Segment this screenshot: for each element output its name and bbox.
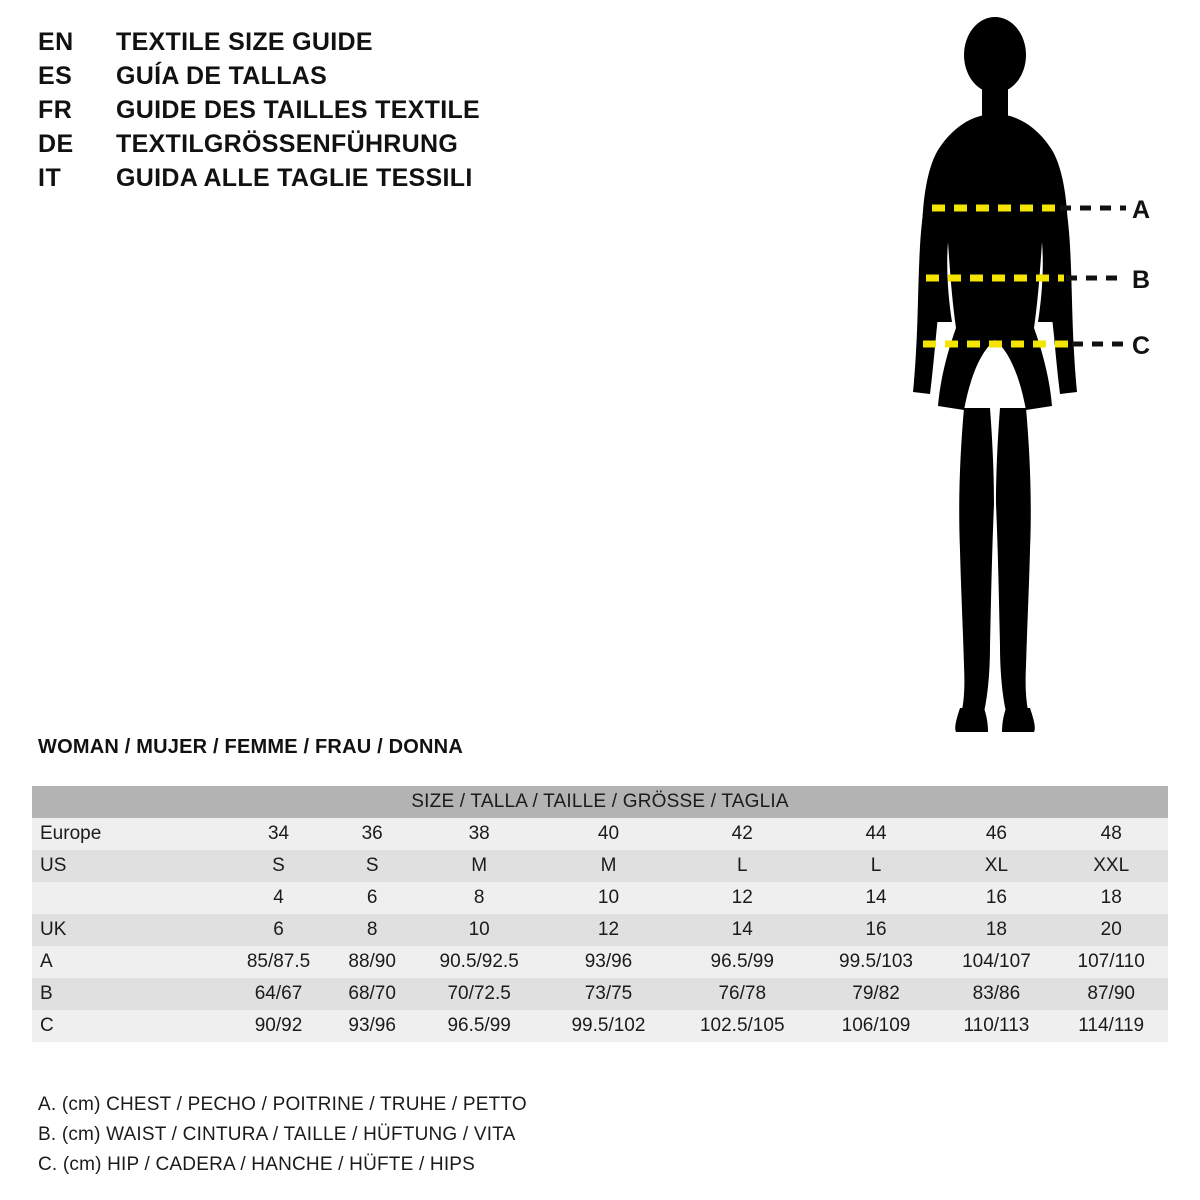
title-row (38, 62, 658, 96)
table-cell: 64/67 (254, 983, 303, 1004)
table-cell: 90.5/92.5 (439, 951, 519, 972)
table-cell: 6 (366, 887, 378, 908)
row-label: US (40, 855, 67, 876)
table-cell: 79/82 (852, 983, 900, 1004)
marker-label-b: B (1132, 266, 1151, 294)
legend-item-waist: B. (cm) WAIST / CINTURA / TAILLE / HÜFTUNG / VITA (38, 1124, 516, 1145)
language-code: ES (38, 62, 73, 90)
row-label (32, 882, 225, 914)
title-row (38, 130, 658, 164)
table-cell: 88/90 (348, 951, 396, 972)
table-cell: 4 (273, 887, 284, 908)
table-cell: M (600, 855, 617, 876)
table-cell: 14 (731, 919, 753, 940)
table-cell: 10 (468, 919, 490, 940)
row-label: C (40, 1015, 54, 1036)
table-cell: L (870, 855, 882, 876)
table-cell: 87/90 (1087, 983, 1135, 1004)
table-cell: 76/78 (718, 983, 767, 1004)
table-cell: 73/75 (584, 983, 633, 1004)
table-cell: 12 (731, 887, 753, 908)
table-row (32, 914, 1168, 946)
table-cell: 44 (865, 823, 887, 844)
table-cell: M (471, 855, 488, 876)
table-row (32, 1010, 1168, 1042)
marker-label-a: A (1132, 196, 1151, 224)
table-header-row (32, 786, 1168, 818)
table-cell: 99.5/102 (571, 1015, 646, 1036)
language-code: DE (38, 130, 74, 158)
section-heading: WOMAN / MUJER / FEMME / FRAU / DONNA (38, 736, 463, 758)
table-cell: 85/87.5 (246, 951, 311, 972)
table-cell: 110/113 (963, 1015, 1030, 1036)
table-row (32, 978, 1168, 1010)
table-cell: 93/96 (584, 951, 633, 972)
table-cell: S (365, 855, 379, 876)
table-cell: 93/96 (348, 1015, 396, 1036)
language-title-block (38, 28, 658, 198)
table-cell: 104/107 (962, 951, 1031, 972)
language-code: EN (38, 28, 74, 56)
language-title: GUÍA DE TALLAS (116, 62, 328, 90)
table-cell: 68/70 (348, 983, 396, 1004)
table-cell: 48 (1100, 823, 1122, 844)
language-title: TEXTILE SIZE GUIDE (116, 28, 373, 56)
row-label: A (40, 951, 53, 972)
row-label: Europe (40, 823, 102, 844)
female-body-figure (860, 10, 1190, 750)
table-cell: 14 (865, 887, 887, 908)
size-table (32, 786, 1168, 1042)
table-cell: 16 (865, 919, 887, 940)
title-row (38, 164, 658, 198)
table-cell: L (736, 855, 748, 876)
table-cell: 46 (985, 823, 1007, 844)
table-cell: 20 (1100, 919, 1122, 940)
body-silhouette-icon (860, 10, 1190, 750)
table-cell: 38 (468, 823, 490, 844)
table-cell: 90/92 (254, 1015, 303, 1036)
table-cell: 96.5/99 (447, 1015, 511, 1036)
table-cell: 83/86 (972, 983, 1021, 1004)
row-label: B (40, 983, 53, 1004)
legend-item-hip: C. (cm) HIP / CADERA / HANCHE / HÜFTE / HIPS (38, 1154, 476, 1175)
table-cell: XL (984, 855, 1009, 876)
table-cell: 99.5/103 (839, 951, 913, 972)
table-cell: 12 (597, 919, 620, 940)
table-cell: 16 (985, 887, 1007, 908)
table-cell: 18 (1100, 887, 1122, 908)
language-title: TEXTILGRÖSSENFÜHRUNG (116, 130, 459, 158)
table-header-label: SIZE / TALLA / TAILLE / GRÖSSE / TAGLIA (411, 791, 789, 812)
measurement-legend (38, 1090, 938, 1180)
table-cell: 114/119 (1078, 1015, 1145, 1036)
title-row (38, 28, 658, 62)
table-cell: XXL (1093, 855, 1130, 876)
table-cell: 10 (597, 887, 620, 908)
language-code: IT (38, 164, 62, 192)
table-row (32, 882, 1168, 914)
row-label: UK (40, 919, 67, 940)
language-title: GUIDE DES TAILLES TEXTILE (116, 96, 481, 124)
marker-label-c: C (1132, 332, 1151, 360)
table-cell: 34 (267, 823, 290, 844)
legend-item-chest: A. (cm) CHEST / PECHO / POITRINE / TRUHE / PETTO (38, 1094, 527, 1115)
language-code: FR (38, 96, 73, 124)
table-row (32, 818, 1168, 850)
table-cell: 42 (731, 823, 753, 844)
table-cell: 8 (366, 919, 378, 940)
table-cell: 96.5/99 (710, 951, 774, 972)
table-cell: 36 (361, 823, 383, 844)
title-row (38, 96, 658, 130)
table-cell: 18 (985, 919, 1007, 940)
table-cell: 106/109 (841, 1015, 911, 1036)
table-cell: 40 (597, 823, 620, 844)
language-title: GUIDA ALLE TAGLIE TESSILI (116, 164, 473, 192)
table-cell: S (272, 855, 285, 876)
table-cell: 107/110 (1077, 951, 1145, 972)
table-row (32, 850, 1168, 882)
table-cell: 6 (273, 919, 284, 940)
table-row (32, 946, 1168, 978)
table-cell: 8 (473, 887, 485, 908)
table-cell: 70/72.5 (447, 983, 511, 1004)
table-cell: 102.5/105 (699, 1015, 785, 1036)
